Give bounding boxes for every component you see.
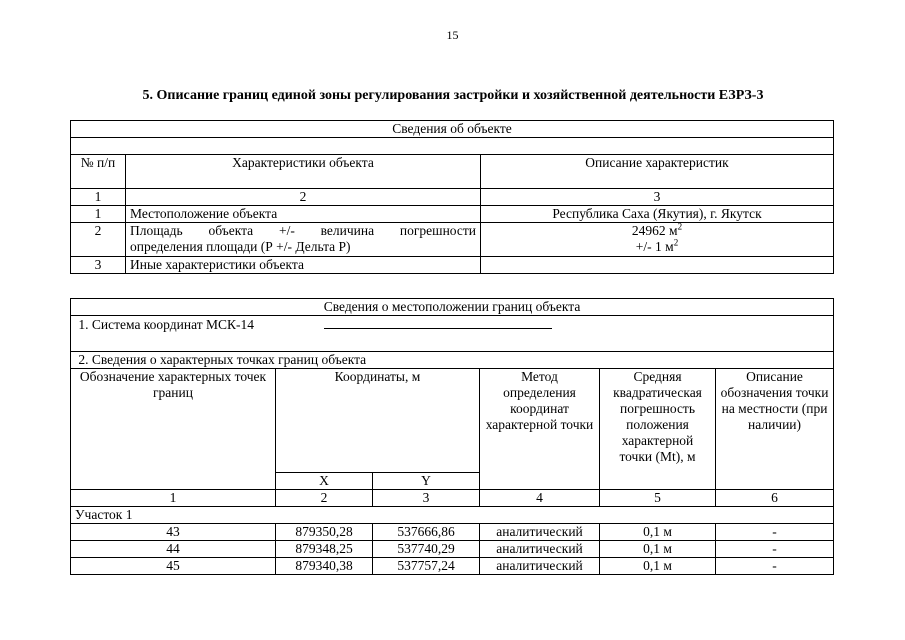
point-error: 0,1 м (600, 558, 716, 575)
index-cell: 4 (480, 490, 600, 507)
point-x: 879350,28 (276, 524, 373, 541)
point-description: - (716, 524, 834, 541)
index-cell: 2 (276, 490, 373, 507)
row-num: 3 (71, 257, 126, 274)
point-method: аналитический (480, 541, 600, 558)
header-method: Метод определения координат характерной точки (480, 369, 600, 473)
point-description: - (716, 558, 834, 575)
characteristic-line-1: Площадь объекта +/- величина погрешности (130, 223, 476, 238)
row-description (481, 257, 834, 274)
point-id: 43 (71, 524, 276, 541)
index-cell: 3 (373, 490, 480, 507)
section-label: Участок 1 (71, 507, 834, 524)
points-title-cell (71, 352, 834, 369)
coord-system-underline (324, 316, 552, 329)
object-table-spacer (71, 138, 834, 155)
index-cell: 2 (126, 189, 481, 206)
table-row (71, 541, 834, 558)
row-characteristic: Местоположение объекта (126, 206, 481, 223)
row-description: Республика Саха (Якутия), г. Якутск (481, 206, 834, 223)
table-row (71, 223, 834, 257)
object-table-title: Сведения об объекте (71, 121, 834, 138)
table-row (71, 558, 834, 575)
point-method: аналитический (480, 524, 600, 541)
page-number: 15 (446, 28, 459, 42)
header-method-cont (480, 473, 600, 490)
area-tolerance: +/- 1 $м^2$ (635, 237, 679, 254)
point-method: аналитический (480, 558, 600, 575)
row-num: 1 (71, 206, 126, 223)
location-table-title: Сведения о местоположении границ объекта (71, 299, 834, 316)
header-error-cont (600, 473, 716, 490)
table-row (71, 524, 834, 541)
points-title: 2. Сведения о характерных точках границ объекта (78, 352, 367, 367)
point-error: 0,1 м (600, 524, 716, 541)
header-x: X (276, 473, 373, 490)
index-cell: 1 (71, 189, 126, 206)
table-row (71, 206, 834, 223)
index-cell: 1 (71, 490, 276, 507)
coord-system-cell (71, 316, 834, 352)
index-cell: 3 (481, 189, 834, 206)
point-id: 45 (71, 558, 276, 575)
point-x: 879340,38 (276, 558, 373, 575)
point-description: - (716, 541, 834, 558)
row-characteristic: Иные характеристики объекта (126, 257, 481, 274)
header-error: Средняя квадратическая погрешность положения характерной точки (Mt), м (600, 369, 716, 473)
object-info-table (70, 120, 834, 274)
header-description-cont (716, 473, 834, 490)
col-header-num: № п/п (71, 155, 126, 189)
location-table (70, 298, 834, 575)
point-y: 537666,86 (373, 524, 480, 541)
col-header-characteristics: Характеристики объекта (126, 155, 481, 189)
table-row (71, 257, 834, 274)
point-x: 879348,25 (276, 541, 373, 558)
point-error: 0,1 м (600, 541, 716, 558)
header-coordinates: Координаты, м (276, 369, 480, 473)
header-designation: Обозначение характерных точек границ (71, 369, 276, 490)
area-value: 24962 $м^2$ (631, 222, 683, 238)
col-header-description: Описание характеристик (481, 155, 834, 189)
header-description: Описание обозначения точки на местности (при наличии) (716, 369, 834, 473)
row-description (481, 223, 834, 257)
section-heading: 5. Описание границ единой зоны регулирования застройки и хозяйственной деятельности ЕЗРЗ-3 (142, 88, 764, 103)
row-characteristic (126, 223, 481, 257)
row-num: 2 (71, 223, 126, 257)
coord-system-label: 1. Система координат МСК-14 (78, 317, 254, 332)
point-y: 537757,24 (373, 558, 480, 575)
header-y: Y (373, 473, 480, 490)
point-y: 537740,29 (373, 541, 480, 558)
characteristic-line-2: определения площади (Р +/- Дельта Р) (130, 239, 351, 254)
index-cell: 5 (600, 490, 716, 507)
point-id: 44 (71, 541, 276, 558)
index-cell: 6 (716, 490, 834, 507)
